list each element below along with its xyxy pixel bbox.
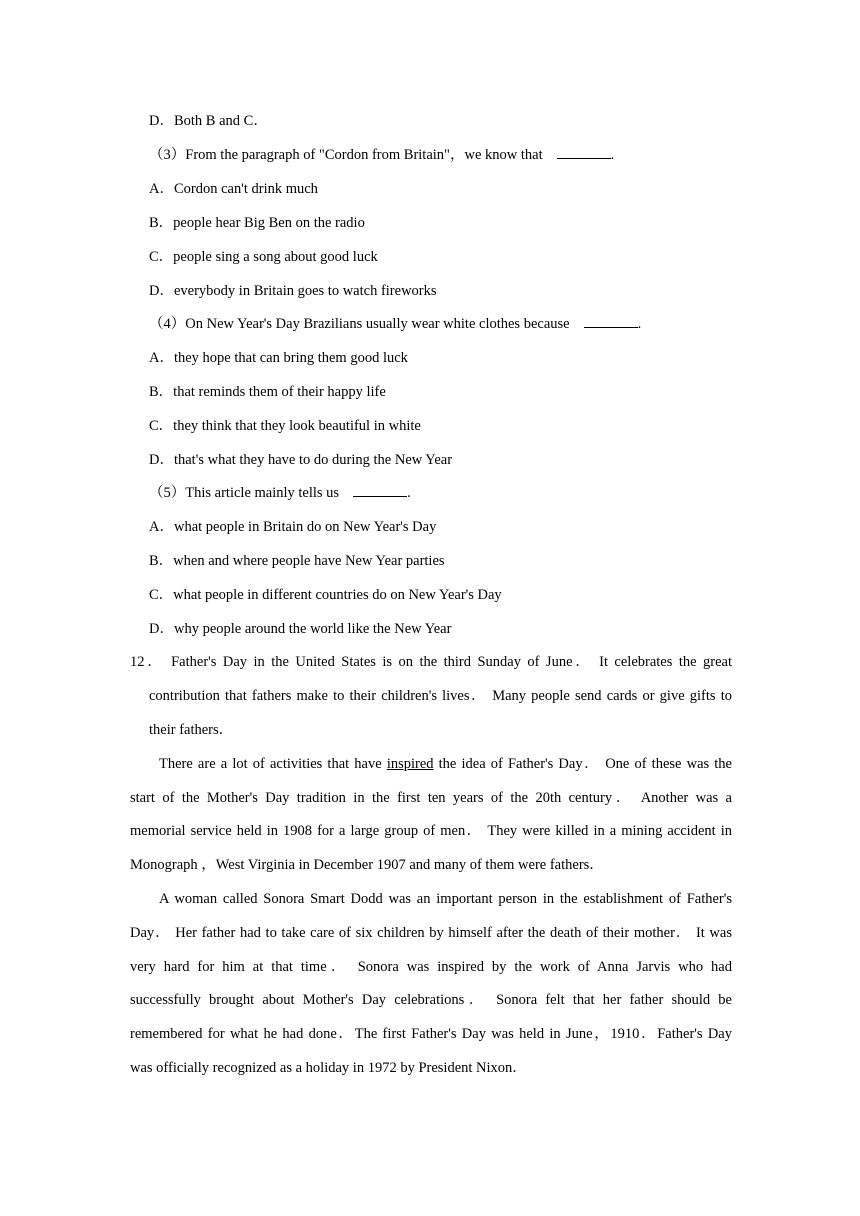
q12-line-1: 12． Father's Day in the United States is on the third Sunday of June． It celebrates the great	[130, 654, 732, 670]
q12-line-2: contribution that fathers make to their children's lives． Many people send cards or give gifts to	[149, 688, 732, 704]
q12-p2-line-2: start of the Mother's Day tradition in the first ten years of the 20th century． Another was a	[130, 790, 732, 806]
q4-option-a: A．they hope that can bring them good luck	[149, 350, 408, 366]
q5-stem-end: .	[407, 485, 411, 501]
q12-p3-line-1: A woman called Sonora Smart Dodd was an important person in the establishment of Father's	[159, 891, 732, 907]
q12-p3-line-6: was officially recognized as a holiday in 1972 by President Nixon．	[130, 1060, 527, 1076]
q4-answer-blank[interactable]	[584, 314, 638, 328]
q12-p3-line-5: remembered for what he had done．The first Father's Day was held in June，1910．Father's Day	[130, 1026, 732, 1042]
q3-option-d: D．everybody in Britain goes to watch fireworks	[149, 283, 437, 299]
q4-stem-text: （4）On New Year's Day Brazilians usually wear white clothes because	[149, 316, 570, 332]
q3-option-b: B．people hear Big Ben on the radio	[149, 215, 365, 231]
q12-line-3: their fathers．	[149, 722, 234, 738]
q12-p2-text-a: There are a lot of activities that have	[159, 756, 387, 772]
q12-p3-line-4: successfully brought about Mother's Day celebrations． Sonora felt that her father should be	[130, 992, 732, 1008]
q3-option-c: C．people sing a song about good luck	[149, 249, 378, 265]
q5-option-d: D．why people around the world like the New Year	[149, 621, 452, 637]
q4-option-d: D．that's what they have to do during the New Year	[149, 452, 453, 468]
q5-option-c: C．what people in different countries do on New Year's Day	[149, 587, 502, 603]
q3-stem	[149, 145, 614, 165]
q4-stem-end: .	[637, 316, 642, 332]
q11-option-d: D．Both B and C．	[149, 113, 268, 129]
q12-p2-text-b: the idea of Father's Day． One of these was the	[433, 756, 732, 772]
q3-stem-text: （3）From the paragraph of "Cordon from Britain"，we know that	[149, 147, 543, 163]
q5-stem	[149, 483, 411, 503]
q3-stem-end: .	[610, 147, 615, 163]
q12-p3-line-3: very hard for him at that time． Sonora was inspired by the work of Anna Jarvis who had	[130, 959, 732, 975]
underlined-word: inspired	[386, 756, 434, 772]
q5-option-b: B．when and where people have New Year parties	[149, 553, 445, 569]
q3-answer-blank[interactable]	[557, 145, 611, 159]
q4-option-c: C．they think that they look beautiful in white	[149, 418, 421, 434]
q3-option-a: A．Cordon can't drink much	[149, 181, 318, 197]
q12-p2-line-3: memorial service held in 1908 for a large group of men． They were killed in a mining accident in	[130, 823, 732, 839]
q12-p2-line-1	[159, 754, 732, 774]
q4-option-b: B．that reminds them of their happy life	[149, 384, 386, 400]
q5-stem-text: （5）This article mainly tells us	[149, 485, 340, 501]
q4-stem	[149, 314, 641, 334]
q5-answer-blank[interactable]	[353, 483, 407, 497]
q12-p2-line-4: Monograph ，West Virginia in December 1907 and many of them were fathers．	[130, 857, 604, 873]
q5-option-a: A．what people in Britain do on New Year's Day	[149, 519, 437, 535]
q12-p3-line-2: Day． Her father had to take care of six children by himself after the death of their mother． It was	[130, 925, 732, 941]
